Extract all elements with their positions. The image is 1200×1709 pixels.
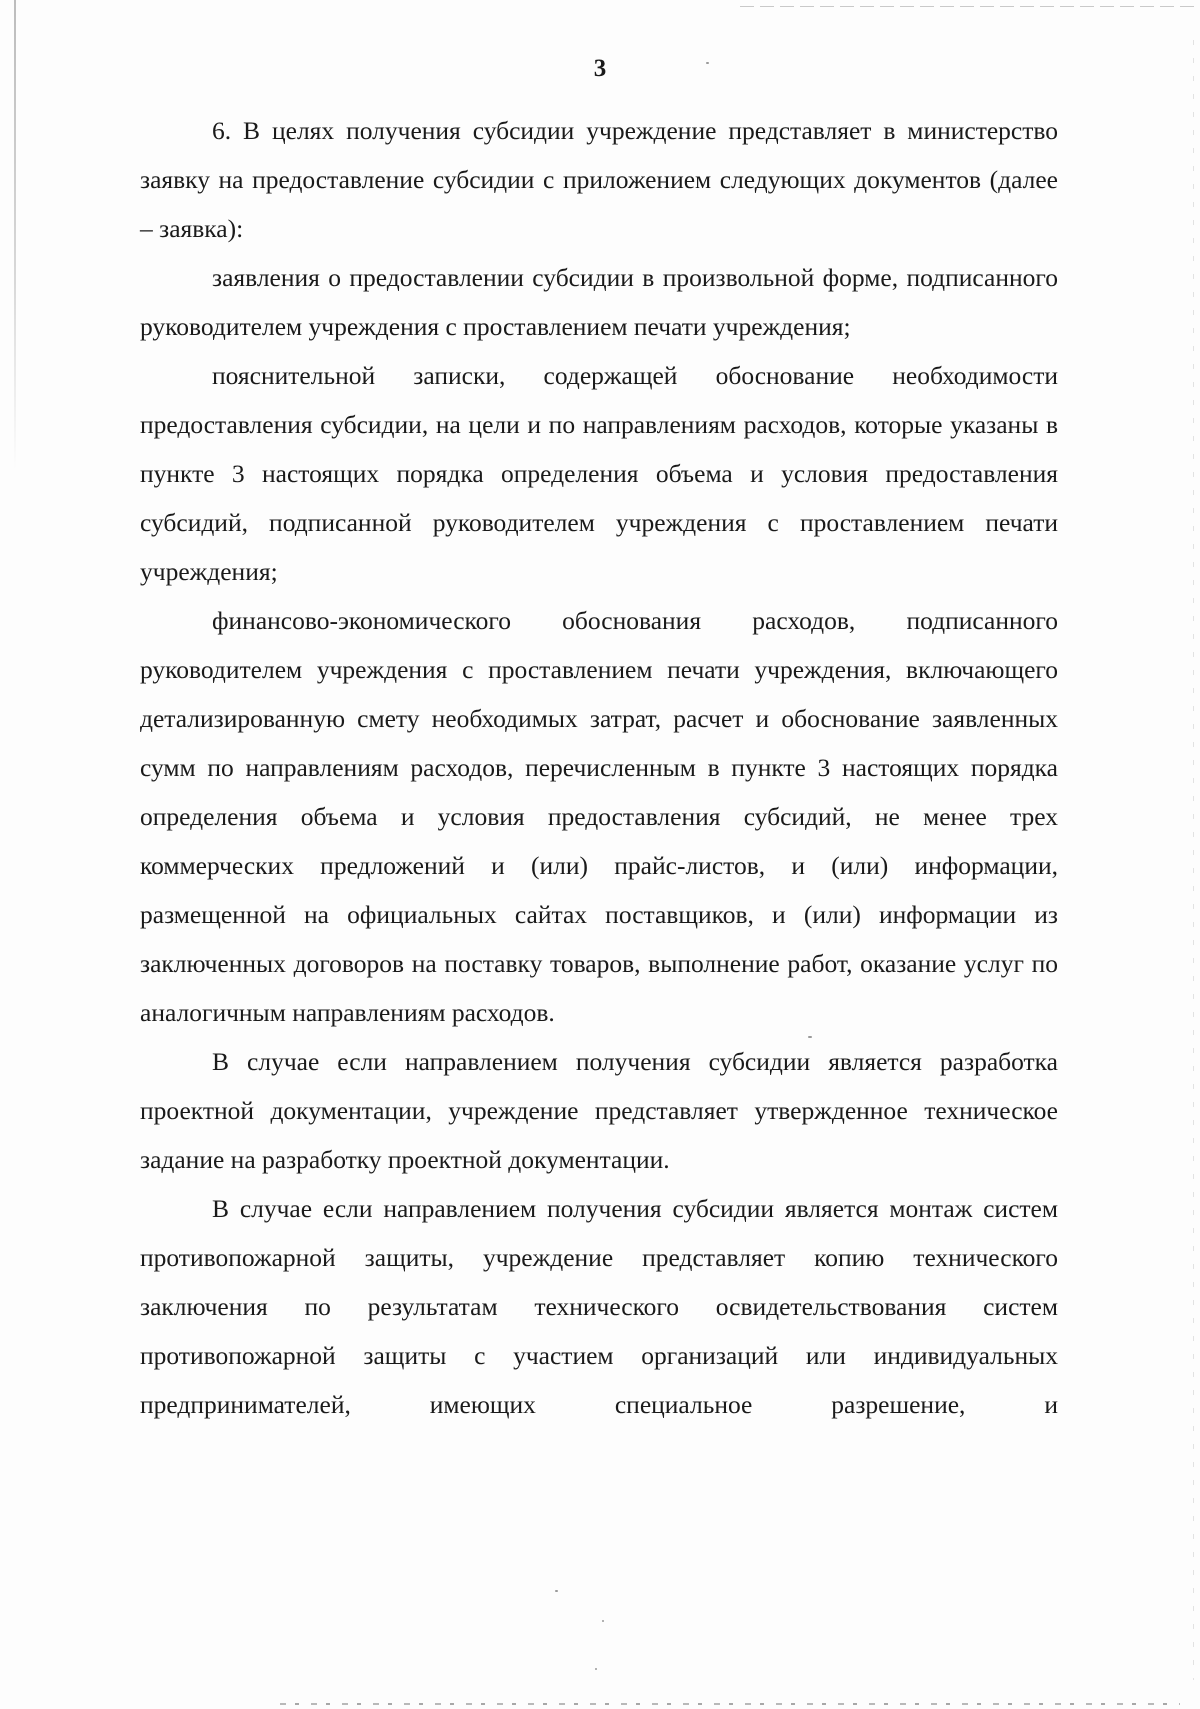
paragraph-design-documentation: В случае если направлением получения субсидии является разработка проектной документации, учреждение представляет утвержденное техническое задание на разработку проектной документации. (140, 1047, 1058, 1174)
page-number: 3 (593, 55, 607, 82)
scan-speck (555, 1590, 558, 1592)
paragraph-application-statement: заявления о предоставлении субсидии в произвольной форме, подписанного руководителем учреждения с проставлением печати учреждения; (140, 263, 1058, 341)
scan-edge-bottom (280, 1703, 1180, 1705)
scan-edge-right (1193, 40, 1194, 1680)
scan-speck (602, 1620, 604, 1622)
paragraph-explanatory-note: пояснительной записки, содержащей обоснование необходимости предоставления субсидии, на цели и по направлениям расходов, которые указаны в пункте 3 настоящих порядка определения объема и условия предоставления субсидий, подписанной руководителем учреждения с проставлением печати учреждения; (140, 361, 1058, 586)
scan-edge-top (740, 6, 1200, 7)
scan-speck (595, 1668, 597, 1670)
document-body (140, 106, 1058, 1429)
paragraph-financial-justification: финансово-экономического обоснования расходов, подписанного руководителем учреждения с проставлением печати учреждения, включающего детализированную смету необходимых затрат, расчет и обоснование заявленных сумм по направлениям расходов, перечисленным в пункте 3 настоящих порядка определения объема и условия предоставления субсидий, не менее трех коммерческих предложений и (или) прайс-листов, и (или) информации, размещенной на официальных сайтах поставщиков, и (или) информации из заключенных договоров на поставку товаров, выполнение работ, оказание услуг по аналогичным направлениям расходов. (140, 606, 1058, 1027)
paragraph-item-6: 6. В целях получения субсидии учреждение представляет в министерство заявку на предоставление субсидии с приложением следующих документов (далее – заявка): (140, 116, 1058, 243)
paragraph-fire-protection: В случае если направлением получения субсидии является монтаж систем противопожарной защиты, учреждение представляет копию технического заключения по результатам технического освидетельствования систем противопожарной защиты с участием организаций или индивидуальных предпринимателей, имеющих специальное разрешение, и (140, 1194, 1058, 1419)
